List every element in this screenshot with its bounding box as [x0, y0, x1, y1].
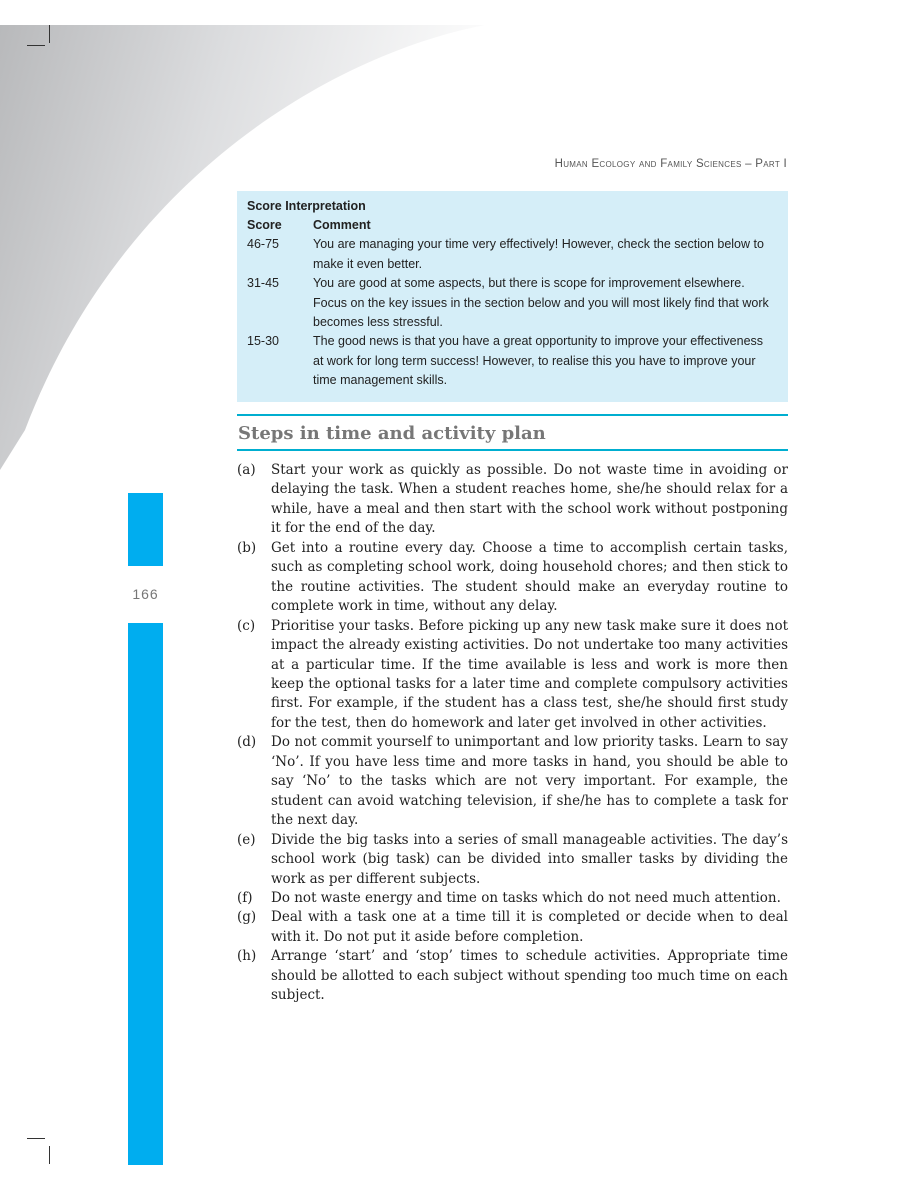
score-column-header: Score — [247, 218, 282, 232]
score-comment: You are good at some aspects, but there is scope for improvement elsewhere. Focus on the key issues in the section below and you will most likely find that work becomes less stressful. — [313, 276, 769, 330]
item-label: (h) — [237, 948, 257, 965]
crop-mark — [49, 25, 50, 43]
list-item — [237, 617, 788, 734]
score-comment: The good news is that you have a great opportunity to improve your effectiveness at work for long term success! However, to realise this you have to improve your time management skills. — [313, 334, 764, 388]
list-item — [237, 908, 788, 947]
score-comment: You are managing your time very effectively! However, check the section below to make it even better. — [313, 237, 764, 271]
score-range: 31-45 — [247, 276, 279, 291]
item-label: (e) — [237, 831, 256, 848]
section-title: Steps in time and activity plan — [238, 423, 546, 444]
item-text: Start your work as quickly as possible. Do not waste time in avoiding or delaying the task. When a student reaches home, she/he should relax for a while, have a meal and then start with the school work without postponing it for the end of the day. — [271, 462, 788, 537]
item-text: Get into a routine every day. Choose a time to accomplish certain tasks, such as completing school work, doing household chores; and then stick to the routine activities. The student should make an everyday routine to complete work in time, without any delay. — [271, 539, 788, 615]
list-item — [237, 947, 788, 1005]
steps-list — [237, 461, 788, 1006]
list-item — [237, 831, 788, 889]
crop-mark — [27, 1138, 45, 1139]
score-row — [247, 332, 772, 390]
box-title: Score Interpretation — [247, 199, 366, 213]
list-item — [237, 461, 788, 539]
list-item — [237, 889, 788, 908]
section-rule-bottom — [237, 449, 788, 451]
score-row — [247, 235, 772, 274]
score-range: 46-75 — [247, 237, 279, 252]
item-label: (b) — [237, 539, 257, 556]
page-number: 166 — [132, 586, 159, 602]
margin-bar-upper — [128, 493, 163, 566]
item-text: Do not commit yourself to unimportant and low priority tasks. Learn to say ‘No’. If you have less time and more tasks in hand, you should be able to say ‘No’ to the tasks which are not very important. For example, the student can avoid watching television, if she/he has to complete a task for the next day. — [271, 734, 788, 829]
crop-mark — [27, 45, 45, 46]
crop-mark — [49, 1146, 50, 1164]
item-text: Deal with a task one at a time till it is completed or decide when to deal with it. Do not put it aside before completion. — [271, 909, 788, 945]
list-item — [237, 733, 788, 830]
item-text: Prioritise your tasks. Before picking up any new task make sure it does not impact the already existing activities. Do not undertake too many activities at a particular time. If the time available is less and work is more then keep the optional tasks for a later time and complete compulsory activities first. For example, if the student has a class test, she/he should first study for the test, then do homework and later get involved in other activities. — [271, 617, 788, 731]
score-interpretation-box — [237, 191, 788, 402]
item-label: (d) — [237, 734, 257, 751]
item-label: (c) — [237, 617, 256, 634]
item-text: Arrange ‘start’ and ‘stop’ times to schedule activities. Appropriate time should be allotted to each subject without spending too much time on each subject. — [271, 948, 788, 1004]
item-text: Divide the big tasks into a series of small manageable activities. The day’s school work (big task) can be divided into smaller tasks by dividing the work as per different subjects. — [271, 831, 788, 887]
score-range: 15-30 — [247, 334, 279, 349]
score-row — [247, 274, 772, 332]
item-label: (g) — [237, 909, 257, 926]
running-head: Human Ecology and Family Sciences – Part I — [554, 158, 787, 170]
item-label: (a) — [237, 462, 256, 478]
margin-bar-lower — [128, 623, 163, 1165]
item-text: Do not waste energy and time on tasks which do not need much attention. — [271, 889, 781, 906]
item-label: (f) — [237, 889, 253, 906]
comment-column-header: Comment — [313, 218, 371, 232]
section-rule-top — [237, 414, 788, 416]
score-table-header — [247, 216, 772, 235]
list-item — [237, 539, 788, 617]
